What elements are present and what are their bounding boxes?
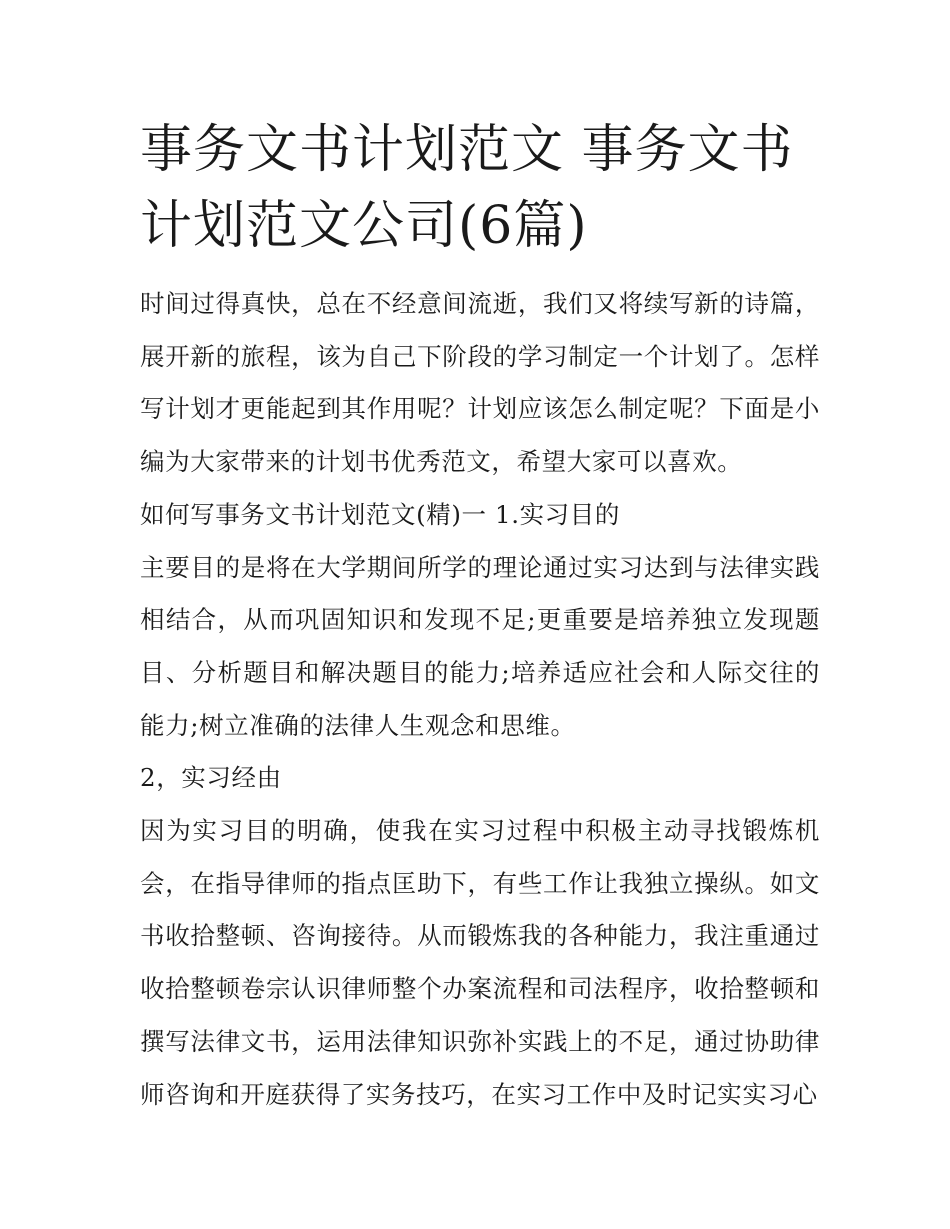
section-heading-process: 2，实习经由 <box>140 763 282 793</box>
document-title: 事务文书计划范文 事务文书计划范文公司(6篇) <box>140 120 794 256</box>
document-body <box>140 278 820 1121</box>
intro-paragraph: 时间过得真快，总在不经意间流逝，我们又将续写新的诗篇，展开新的旅程，该为自己下阶段的学习制定一个计划了。怎样写计划才更能起到其作用呢？计划应该怎么制定呢？下面是小编为大家带来的计划书优秀范文，希望大家可以喜欢。 <box>140 289 820 477</box>
process-paragraph: 因为实习目的明确，使我在实习过程中积极主动寻找锻炼机会，在指导律师的指点匡助下，有些工作让我独立操纵。如文书收拾整顿、咨询接待。从而锻炼我的各种能力，我注重通过收拾整顿卷宗认识律师整个办案流程和司法程序，收拾整顿和撰写法律文书，运用法律知识弥补实践上的不足，通过协助律师咨询和开庭获得了实务技巧，在实习工作中及时记实实习心 <box>140 816 820 1109</box>
section-heading-purpose: 如何写事务文书计划范文(精)一 1.实习目的 <box>140 499 620 529</box>
purpose-paragraph: 主要目的是将在大学期间所学的理论通过实习达到与法律实践相结合，从而巩固知识和发现不足;更重要是培养独立发现题目、分析题目和解决题目的能力;培养适应社会和人际交往的能力;树立准确的法律人生观念和思维。 <box>140 552 820 740</box>
